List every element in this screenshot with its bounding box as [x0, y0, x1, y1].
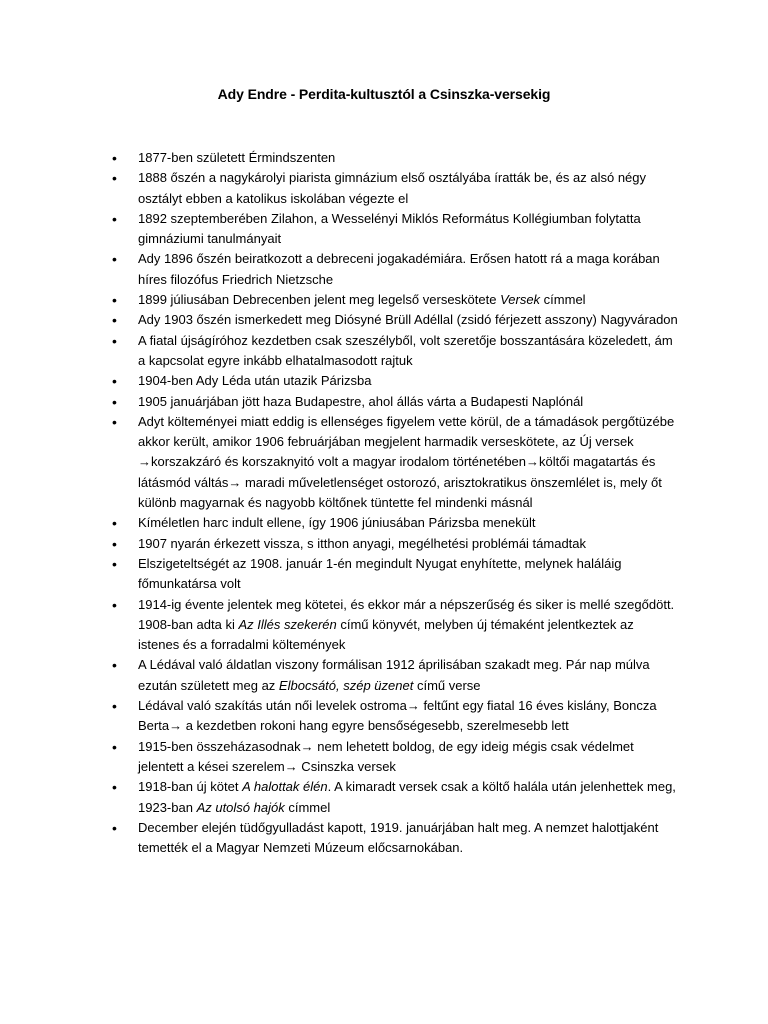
bullet-text: 1899 júliusában Debrecenben jelent meg legelső verseskötete	[138, 292, 501, 308]
bullet-item	[0, 655, 768, 696]
bullet-text: maradi műveletlenséget ostorozó, arisztokratikus önszemlélet is, mely őt különb magyarnak és nagyobb költőnek tüntette fel mindenki másnál	[138, 474, 662, 511]
bullet-item	[0, 696, 768, 737]
bullet-text: Ady 1896 őszén beiratkozott a debreceni jogakadémiára. Erősen hatott rá a maga korában híres filozófus Friedrich Nietzsche	[138, 251, 660, 287]
bullet-text: 1914-ig évente jelentek meg kötetei, és ekkor már a népszerűség és siker is mellé szegődött. 1908-ban adta ki	[138, 596, 675, 632]
arrow-right-icon: →	[228, 474, 242, 490]
bullet-text: című verse	[413, 677, 481, 693]
bullet-text: 1892 szeptemberében Zilahon, a Wesselényi Miklós Református Kollégiumban folytatta gimnáziumi tanulmányait	[138, 210, 641, 247]
bullet-text: 1915-ben összeházasodnak	[138, 738, 301, 754]
arrow-right-icon: →	[526, 454, 540, 470]
bullet-text: 1905 januárjában jött haza Budapestre, ahol állás várta a Budapesti Naplónál	[138, 393, 584, 409]
bullet-text: korszakzáró és korszaknyitó volt a magyar irodalom történetében	[151, 454, 527, 470]
bullet-text: Ady 1903 őszén ismerkedett meg Diósyné Brüll Adéllal (zsidó férjezett asszony) Nagyváradon	[138, 312, 678, 328]
italic-title-text: A halottak élén	[242, 779, 328, 795]
bullet-text: költői magatartás és látásmód váltás	[138, 454, 656, 490]
bullet-text: 1918-ban új kötet	[138, 779, 243, 795]
bullet-text: feltűnt egy fiatal 16 éves kislány, Boncza Berta	[138, 698, 657, 734]
bullet-item	[0, 209, 768, 250]
bullet-item	[0, 331, 768, 372]
bullet-text: A fiatal újságíróhoz kezdetben csak szeszélyből, volt szeretője bosszantására közeledett, ám a kapcsolat egyre inkább elhatalmasodott rajtuk	[138, 332, 673, 368]
bullet-item	[0, 148, 768, 168]
arrow-right-icon: →	[300, 738, 314, 754]
document-title: Ady Endre - Perdita-kultusztól a Csinszka-versekig	[217, 86, 551, 102]
bullet-text: . A kimaradt versek csak a költő halála után jelenhettek meg, 1923-ban	[138, 779, 676, 815]
arrow-right-icon: →	[138, 454, 151, 470]
arrow-right-icon: →	[406, 698, 420, 714]
bullet-text: Elszigeteltségét az 1908. január 1-én megindult Nyugat enyhítette, melynek haláláig főmunkatársa volt	[138, 555, 622, 592]
bullet-item	[0, 249, 768, 290]
bullet-text: című könyvét, melyben új témaként jelentkeztek az istenes és a forradalmi költemények	[138, 616, 634, 653]
italic-title-text: Az Illés szekerén	[238, 616, 337, 632]
bullet-item	[0, 513, 768, 533]
italic-title-text: Elbocsátó, szép üzenet	[278, 677, 414, 693]
italic-title-text: Versek	[500, 292, 541, 308]
bullet-item	[0, 371, 768, 391]
bullet-item	[0, 595, 768, 656]
bullet-item	[0, 168, 768, 209]
bullet-text: 1888 őszén a nagykárolyi piarista gimnázium első osztályába íratták be, és az alsó négy osztályt ebben a katolikus iskolában végezte el	[138, 170, 647, 206]
bullet-text: címmel	[540, 292, 586, 308]
arrow-right-icon: →	[284, 758, 298, 774]
bullet-item	[0, 392, 768, 412]
bullet-item	[0, 412, 768, 513]
bullet-item	[0, 534, 768, 554]
bullet-text: December elején tüdőgyulladást kapott, 1919. januárjában halt meg. A nemzet halottjaként temették el a Magyar Nemzeti Múzeum előcsarnokában.	[138, 819, 659, 856]
bullet-item	[0, 818, 768, 859]
bullet-text: Csinszka versek	[297, 758, 396, 774]
bullet-text: 1904-ben Ady Léda után utazik Párizsba	[138, 373, 372, 389]
bullet-list	[0, 148, 768, 858]
bullet-item	[0, 290, 768, 310]
bullet-text: nem lehetett boldog, de egy ideig mégis csak védelmet jelentett a kései szerelem	[138, 738, 634, 774]
bullet-item	[0, 777, 768, 818]
bullet-text: Kíméletlen harc indult ellene, így 1906 júniusában Párizsba menekült	[138, 515, 536, 531]
bullet-text: 1907 nyarán érkezett vissza, s itthon anyagi, megélhetési problémái támadtak	[138, 535, 587, 551]
bullet-text: A Lédával való áldatlan viszony formálisan 1912 áprilisában szakadt meg. Pár nap múlva ezután született meg az	[138, 657, 650, 693]
bullet-text: 1877-ben született Érmindszenten	[138, 150, 336, 165]
bullet-text: Adyt költeményei miatt eddig is ellenséges figyelem vette körül, de a támadások pergőtüzébe akkor került, amikor 1906 februárjában megjelent harmadik verseskötete, az Új versek	[138, 413, 675, 450]
bullet-text: címmel	[284, 799, 331, 815]
italic-title-text: Az utolsó hajók	[196, 799, 285, 815]
arrow-right-icon: →	[169, 718, 183, 734]
bullet-item	[0, 554, 768, 595]
bullet-item	[0, 310, 768, 330]
bullet-text: a kezdetben rokoni hang egyre bensőségesebb, szerelmesebb lett	[182, 718, 569, 734]
bullet-item	[0, 737, 768, 778]
bullet-text: Lédával való szakítás után női levelek ostroma	[138, 698, 407, 714]
